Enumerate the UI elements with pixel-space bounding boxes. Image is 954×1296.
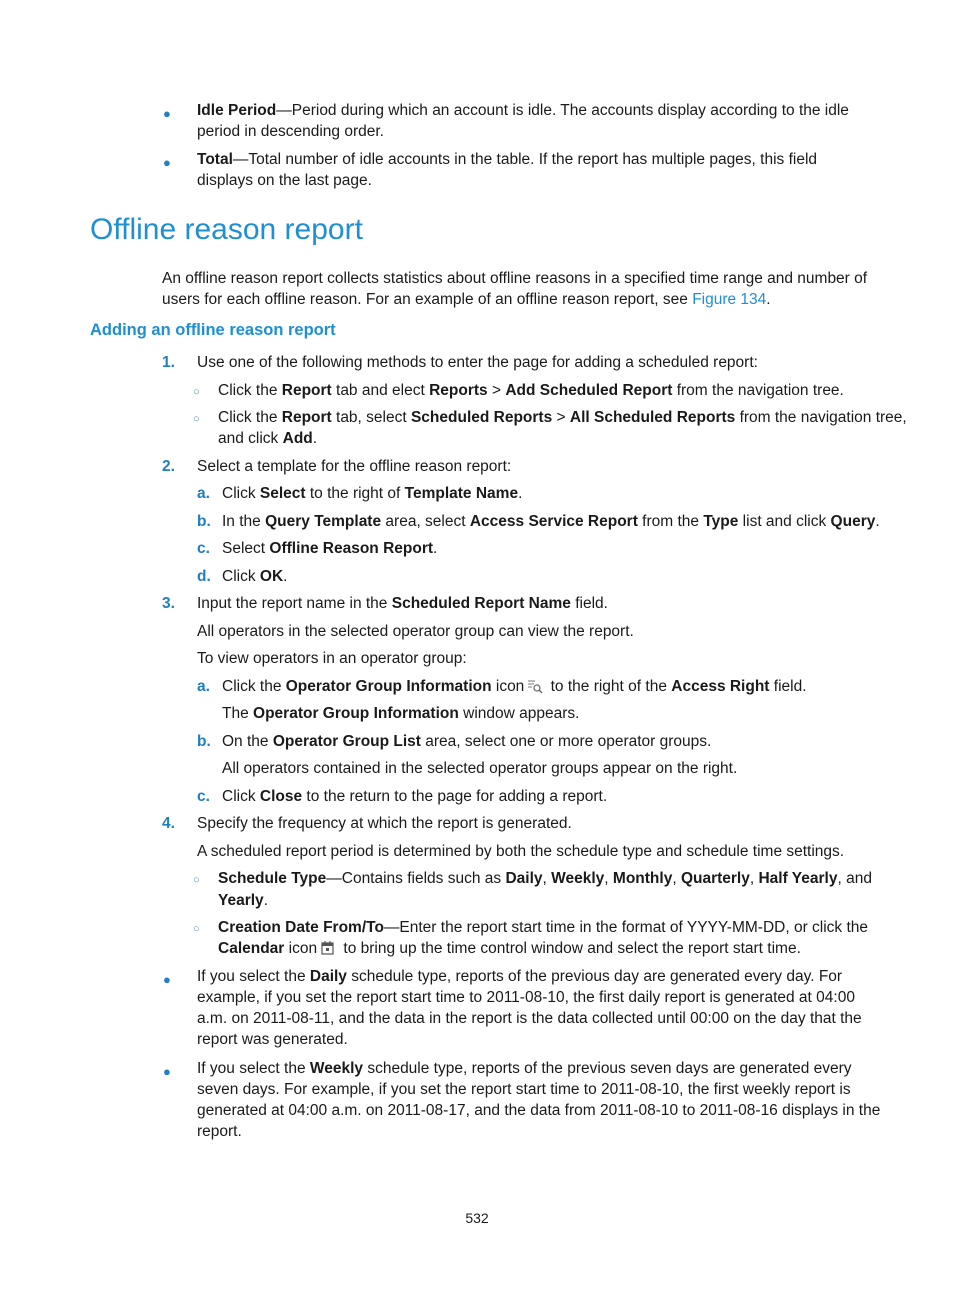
bullet-text: —Period during which an account is idle. The accounts display according to the idle period in descending order.: [197, 102, 849, 140]
text: Select: [222, 540, 270, 557]
text: If you select the: [197, 1060, 310, 1077]
bold: Reports: [429, 382, 488, 399]
bullet-daily-line4: report was generated.: [197, 1031, 348, 1048]
step3-para2: To view operators in an operator group:: [197, 650, 467, 667]
substep-label: d.: [197, 568, 211, 585]
intro-paragraph: [162, 268, 872, 310]
bold: Select: [259, 485, 306, 502]
bold: Quarterly: [680, 870, 750, 887]
text: tab and elect: [331, 382, 430, 399]
step2-b: [222, 511, 880, 532]
bold: All Scheduled Reports: [569, 409, 736, 426]
text: icon: [284, 940, 318, 957]
text: Click the: [222, 678, 286, 695]
step3-b-note: All operators contained in the selected operator groups appear on the right.: [222, 760, 738, 777]
bold: Calendar: [218, 940, 285, 957]
step2-text: Select a template for the offline reason report:: [197, 458, 512, 475]
intro-text: An offline reason report collects statistics about offline reasons in a specified time range and number of users for each offline reason. For an example of an offline reason report, see: [162, 270, 868, 308]
text: , and: [837, 870, 872, 887]
substep-label: b.: [197, 513, 211, 530]
bold: Weekly: [551, 870, 605, 887]
step1-text: Use one of the following methods to enter the page for adding a scheduled report:: [197, 354, 758, 371]
text: Input the report name in the: [197, 595, 392, 612]
bold: Access Service Report: [469, 513, 638, 530]
step4-option1: [218, 868, 872, 889]
text: The: [222, 705, 254, 722]
bold: Add: [282, 430, 313, 447]
bullet-weekly-line4: report.: [197, 1123, 242, 1140]
step-number: 2.: [162, 458, 175, 475]
bullet-daily-line3: a.m. on 2011-08-11, and the data in the report is the data collected until 00:00 on the day that the: [197, 1010, 862, 1027]
step4-option2: [218, 917, 868, 938]
bold: Report: [281, 382, 332, 399]
text: >: [487, 382, 506, 399]
substep-label: c.: [197, 788, 210, 805]
text: Click: [222, 485, 260, 502]
bold: Type: [703, 513, 739, 530]
step4-option1-cont: [218, 890, 268, 911]
text: to bring up the time control window and select the report start time.: [339, 940, 801, 957]
bullet-weekly-line2: seven days. For example, if you set the report start time to 2011-08-10, the first weekly report is: [197, 1081, 851, 1098]
text: schedule type, reports of the previous seven days are generated every: [363, 1060, 852, 1077]
bold: Offline Reason Report: [269, 540, 434, 557]
step3-c: [222, 786, 607, 807]
text: area, select: [381, 513, 470, 530]
text: field.: [769, 678, 807, 695]
circle-bullet-icon: ○: [193, 923, 200, 935]
bold: Scheduled Report Name: [391, 595, 571, 612]
text: ,: [749, 870, 759, 887]
bold: Yearly: [218, 892, 264, 909]
text: .: [518, 485, 523, 502]
intro-end: .: [766, 291, 771, 308]
text: schedule type, reports of the previous day are generated every day. For: [346, 968, 843, 985]
step2-c: [222, 538, 437, 559]
text: and click: [218, 430, 283, 447]
bold: Close: [259, 788, 303, 805]
text: —Contains fields such as: [326, 870, 506, 887]
text: ,: [542, 870, 552, 887]
step2-d: [222, 566, 287, 587]
text: .: [433, 540, 438, 557]
bold: Template Name: [404, 485, 519, 502]
text: Click the: [218, 382, 282, 399]
text: —Enter the report start time in the format of YYYY-MM-DD, or click the: [383, 919, 869, 936]
bold: Creation Date From/To: [218, 919, 384, 936]
bullet-daily: [197, 966, 842, 987]
bold: Report: [281, 409, 332, 426]
step-number: 3.: [162, 595, 175, 612]
bullet-icon: ●: [163, 972, 171, 987]
bullet-weekly: [197, 1058, 852, 1079]
bold: Scheduled Reports: [410, 409, 553, 426]
text: from the navigation tree,: [735, 409, 907, 426]
text: list and click: [738, 513, 831, 530]
term-total: Total: [197, 151, 233, 168]
bullet-icon: ●: [163, 1064, 171, 1079]
text: to the right of: [305, 485, 405, 502]
bullet-idle-period: [197, 100, 877, 142]
term-idle-period: Idle Period: [197, 102, 277, 119]
substep-label: c.: [197, 540, 210, 557]
bold: Operator Group List: [272, 733, 421, 750]
bold: Schedule Type: [218, 870, 327, 887]
text: >: [552, 409, 570, 426]
text: Click: [222, 788, 260, 805]
figure-link[interactable]: Figure 134: [692, 291, 767, 308]
list-search-icon[interactable]: [527, 678, 543, 694]
text: Click: [222, 568, 260, 585]
step1-option2: [218, 407, 907, 428]
text: .: [312, 430, 318, 447]
bold: Monthly: [612, 870, 673, 887]
text: ,: [604, 870, 613, 887]
step4-text: Specify the frequency at which the report is generated.: [197, 815, 572, 832]
bold: Daily: [309, 968, 347, 985]
text: If you select the: [197, 968, 310, 985]
bold: Weekly: [309, 1060, 364, 1077]
bold: Daily: [505, 870, 543, 887]
bullet-daily-line2: example, if you set the report start time to 2011-08-10, the first daily report is generated at 04:00: [197, 989, 855, 1006]
step3-b: [222, 731, 711, 752]
circle-bullet-icon: ○: [193, 874, 200, 886]
bullet-icon: ●: [163, 155, 171, 170]
text: .: [875, 513, 880, 530]
text: tab, select: [331, 409, 411, 426]
substep-label: a.: [197, 678, 210, 695]
bold: Access Right: [671, 678, 770, 695]
text: .: [283, 568, 288, 585]
text: window appears.: [458, 705, 580, 722]
step-number: 4.: [162, 815, 175, 832]
text: from the navigation tree.: [672, 382, 844, 399]
step1-option2-cont: [218, 428, 317, 449]
text: to the return to the page for adding a report.: [302, 788, 608, 805]
bold: Operator Group Information: [253, 705, 459, 722]
text: In the: [222, 513, 266, 530]
step3-a-note: [222, 703, 579, 724]
bold: Query: [830, 513, 876, 530]
text: On the: [222, 733, 273, 750]
bold: Add Scheduled Report: [505, 382, 673, 399]
bullet-icon: ●: [163, 106, 171, 121]
step-number: 1.: [162, 354, 175, 371]
substep-label: b.: [197, 733, 211, 750]
bold: Operator Group Information: [285, 678, 492, 695]
text: .: [263, 892, 268, 909]
circle-bullet-icon: ○: [193, 413, 200, 425]
step3-para1: All operators in the selected operator group can view the report.: [197, 623, 634, 640]
bold: Query Template: [265, 513, 382, 530]
subsection-title: Adding an offline reason report: [90, 321, 336, 339]
substep-label: a.: [197, 485, 210, 502]
step1-option1: [218, 380, 844, 401]
bold: Half Yearly: [758, 870, 838, 887]
bullet-text: —Total number of idle accounts in the table. If the report has multiple pages, this field displays on the last page.: [197, 151, 818, 189]
section-title: Offline reason report: [90, 213, 363, 246]
text: Click the: [218, 409, 282, 426]
text: ,: [672, 870, 681, 887]
text: field.: [570, 595, 608, 612]
page-number: 532: [465, 1210, 489, 1226]
step2-a: [222, 483, 522, 504]
calendar-icon[interactable]: [320, 940, 336, 956]
text: from the: [637, 513, 704, 530]
bold: OK: [259, 568, 284, 585]
circle-bullet-icon: ○: [193, 386, 200, 398]
text: icon: [491, 678, 525, 695]
text: to the right of the: [546, 678, 672, 695]
step4-para: A scheduled report period is determined by both the schedule type and schedule time settings.: [197, 843, 845, 860]
bullet-total: [197, 149, 877, 191]
step3-a: [222, 676, 807, 697]
bullet-weekly-line3: generated at 04:00 a.m. on 2011-08-17, and the data from 2011-08-10 to 2011-08-16 displays in the: [197, 1102, 881, 1119]
text: area, select one or more operator groups.: [420, 733, 712, 750]
step3-text: [197, 593, 608, 614]
step4-option2-cont: [218, 938, 801, 959]
